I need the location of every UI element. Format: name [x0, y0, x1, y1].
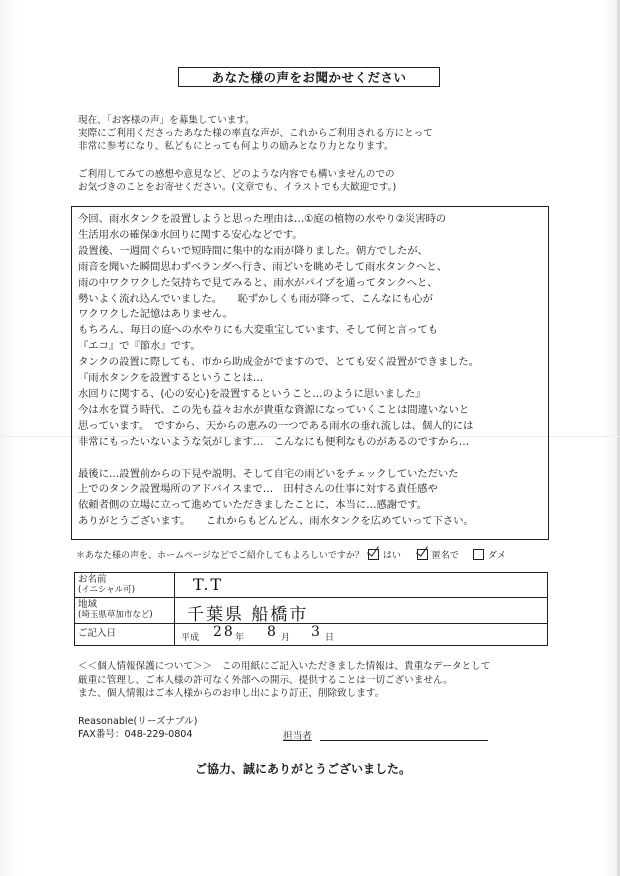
date-row	[75, 624, 547, 645]
privacy-notice: ＜＜個人情報保護について＞＞ この用紙にご記入いただきました情報は、貴重なデータとして 厳重に管理し、ご本人様の許可なく外部への開示、提供することは一切ございません。 また、個人情報はご本人様からのお申し出により訂正、削除致します。	[78, 661, 491, 699]
tantou-signature-line[interactable]	[320, 740, 488, 741]
year-unit: 年	[235, 633, 245, 643]
response-box[interactable]	[71, 206, 549, 540]
region-label-cell	[75, 598, 175, 623]
consent-question: ＊あなた様の声を、ホームページなどでご紹介してもよろしいですか？	[76, 551, 364, 561]
consent-row	[76, 548, 556, 561]
form-title: あなた様の声をお聞かせください	[178, 67, 440, 87]
closing-message: ご協力、誠にありがとうございました。	[195, 762, 412, 776]
name-label: お名前	[78, 574, 107, 585]
intro-paragraph-2: ご利用してみての感想や意見など、どのような内容でも構いませんのでの お気づきのことをお寄せください。(文章でも、イラストでも大歓迎です。)	[78, 169, 397, 194]
region-sublabel: (埼玉県草加市など)	[78, 610, 153, 620]
info-table	[74, 572, 548, 646]
consent-anon-checkbox[interactable]	[417, 549, 428, 560]
name-label-cell	[75, 573, 175, 597]
consent-yes-checkbox[interactable]	[368, 549, 379, 560]
consent-no-checkbox[interactable]	[473, 549, 484, 560]
response-text: 今回、雨水タンクを設置しようと思った理由は…①庭の植物の水やり②災害時の 生活用水の確保③水回りに関する安心などです。 設置後、一週間ぐらいで短時間に集中的な雨が降りました。朝方でしたが、 雨音を聞いた瞬間思わずベランダへ行き、雨どいを眺めそして雨水タンクへと、 雨の中ワクワクした気持ちで見てみると、雨水がパイプを通ってタンクへと、 勢いよく流れ込んでいました。 恥ずかしくも雨が降って、こんなにも心が ワクワクした記憶はありません。 もちろん、毎日の庭への水やりにも大変重宝しています、そして何と言っても 『エコ』で『節水』です。 タンクの設置に際しても、市から助成金がでますので、とても安く設置ができました。 『雨水タンクを設置するということは… 水回りに関する、(心の安心)を設置するということ…のように思いました』 今は水を買う時代、この先も益々お水が貴重な資源になっていくことは間違いないと 思っています。 ですから、天からの恵みの一つである雨水の垂れ流しは、個人的には 非常にもったいないような気がします… こんなにも便利なものがあるのですから… 最後に…設置前からの下見や説明、そして自宅の雨どいをチェックしていただいた 上でのタンク設置場所のアドバイスまで… 田村さんの仕事に対する責任感や 依頼者側の立場に立って進めていただきましたことに、本当に…感謝です。 ありがとうございます。 これからもどんどん、雨水タンクを広めていって下さい。	[78, 213, 479, 528]
name-value[interactable]: T.T	[193, 575, 224, 594]
tantou-label: 担当者	[283, 731, 312, 742]
company-name: Reasonable(リーズナブル)	[78, 716, 198, 727]
name-row	[75, 573, 547, 598]
era-label: 平成	[181, 633, 200, 643]
consent-yes-label: はい	[382, 551, 401, 561]
date-label-cell	[75, 624, 175, 645]
region-row	[75, 598, 547, 624]
date-label: ご記入日	[78, 628, 117, 639]
day-value[interactable]: 3	[311, 624, 322, 640]
region-value[interactable]: 千葉県 船橋市	[187, 605, 309, 625]
consent-anon-label: 匿名で	[431, 551, 459, 561]
redacted-area	[322, 712, 442, 738]
company-info	[78, 715, 198, 741]
consent-no-label: ダメ	[487, 551, 506, 561]
region-label: 地域	[78, 599, 98, 610]
year-value[interactable]: 28	[213, 624, 235, 640]
month-value[interactable]: 8	[267, 624, 278, 640]
month-unit: 月	[281, 633, 291, 643]
day-unit: 日	[325, 633, 335, 643]
intro-paragraph-1: 現在、「お客様の声」を募集しています。 実際にご利用くださったあなた様の率直な声が、これからご利用される方にとって 非常に参考になり、私どもにとっても何よりの励みとなり力となります。	[78, 115, 433, 153]
name-sublabel: (イニシャル可)	[78, 585, 136, 595]
company-fax: FAX番号：048-229-0804	[78, 729, 193, 740]
